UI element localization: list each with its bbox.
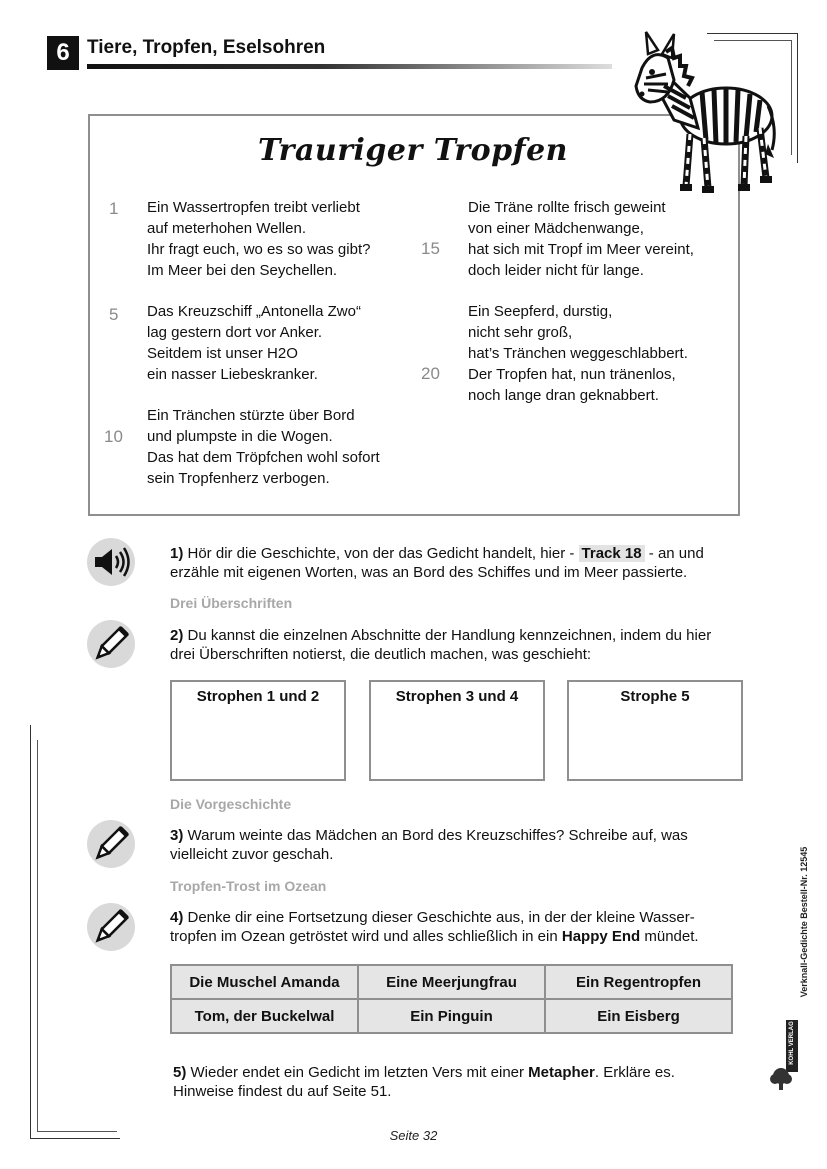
task-text: Wieder endet ein Gedicht im letzten Vers mit einer: [186, 1064, 529, 1081]
pencil-icon: [87, 620, 135, 668]
word-table: [170, 964, 733, 1034]
task-4-line-1: [170, 908, 745, 927]
task-5-line-2: Hinweise findest du auf Seite 51.: [173, 1083, 392, 1100]
poem-title: Trauriger Tropfen: [258, 133, 568, 168]
table-row: [171, 999, 732, 1033]
header-rule: [87, 64, 612, 69]
publisher-logo: KOHL VERLAG: [789, 1021, 795, 1065]
word-cell: Tom, der Buckelwal: [171, 999, 358, 1033]
task-text: Hör dir die Geschichte, von der das Gedicht handelt, hier -: [183, 545, 579, 562]
poem-line: Seitdem ist unser H2O: [147, 345, 298, 362]
task-4: [170, 908, 745, 946]
heading-box-label: Strophen 1 und 2: [196, 688, 320, 705]
word-cell: Ein Regentropfen: [545, 965, 732, 999]
word-cell: Die Muschel Amanda: [171, 965, 358, 999]
word-cell: Ein Eisberg: [545, 999, 732, 1033]
task-number: 5): [173, 1064, 187, 1081]
task-number: 4): [170, 909, 184, 926]
task-text: . Erkläre es.: [594, 1064, 675, 1081]
line-number: 1: [109, 199, 119, 218]
task-4-line-2: [170, 927, 745, 946]
publisher-info: Verknall-Gedichte Bestell-Nr. 12545: [799, 846, 809, 998]
task-number: 1): [170, 545, 184, 562]
task-text: tropfen im Ozean getröstet wird und alles schließlich in ein: [170, 928, 562, 945]
poem-stanza-4: [468, 197, 694, 281]
pencil-icon: [87, 820, 135, 868]
poem-line: Ein Seepferd, durstig,: [468, 303, 613, 320]
poem-line: und plumpste in die Wogen.: [147, 428, 333, 445]
metapher-term: Metapher: [528, 1064, 595, 1081]
chapter-title: Tiere, Tropfen, Eselsohren: [87, 37, 326, 58]
poem-line: Das hat dem Tröpfchen wohl sofort: [147, 449, 380, 466]
poem-stanza-2: [147, 301, 361, 385]
poem-line: Ein Tränchen stürzte über Bord: [147, 407, 355, 424]
frame-line: [30, 725, 31, 1139]
task-text: - an und: [644, 545, 704, 562]
poem-line: Das Kreuzschiff „Antonella Zwo“: [147, 303, 361, 320]
zebra-illustration: [628, 28, 778, 196]
section-heading: Die Vorgeschichte: [170, 796, 292, 812]
line-number: 10: [104, 427, 123, 446]
table-row: [171, 965, 732, 999]
task-1: [170, 544, 745, 582]
poem-stanza-1: [147, 197, 370, 281]
poem-line: auf meterhohen Wellen.: [147, 220, 306, 237]
section-heading: Tropfen-Trost im Ozean: [170, 878, 327, 894]
task-3-line-2: vielleicht zuvor geschah.: [170, 846, 334, 863]
heading-answer-box[interactable]: [369, 680, 545, 781]
task-text: Du kannst die einzelnen Abschnitte der Handlung kennzeichnen, indem du hier: [183, 627, 712, 644]
task-5: [173, 1063, 743, 1101]
speaker-icon: [87, 538, 135, 586]
heading-answer-box[interactable]: [170, 680, 346, 781]
poem-line: nicht sehr groß,: [468, 324, 573, 341]
section-heading: Drei Überschriften: [170, 595, 293, 611]
task-2-line-2: drei Überschriften notierst, die deutlich machen, was geschieht:: [170, 646, 592, 663]
poem-line: Die Träne rollte frisch geweint: [468, 199, 666, 216]
frame-line: [797, 33, 798, 163]
task-text: Warum weinte das Mädchen an Bord des Kreuzschiffes? Schreibe auf, was: [183, 827, 688, 844]
poem-stanza-3: [147, 405, 380, 489]
poem-line: sein Tropfenherz verbogen.: [147, 470, 330, 487]
poem-line: Ihr fragt euch, wo es so was gibt?: [147, 241, 371, 258]
poem-stanza-5: [468, 301, 688, 406]
happy-end-term: Happy End: [561, 928, 641, 945]
tree-logo-icon: [768, 1066, 794, 1092]
track-label: Track 18: [579, 545, 645, 562]
task-text: mündet.: [640, 928, 699, 945]
poem-line: Im Meer bei den Seychellen.: [147, 262, 338, 279]
poem-line: Ein Wassertropfen treibt verliebt: [147, 199, 360, 216]
task-5-line-1: [173, 1063, 743, 1082]
task-2-line-1: [170, 626, 745, 645]
task-1-line-2: erzähle mit eigenen Worten, was an Bord des Schiffes und im Meer passierte.: [170, 564, 688, 581]
poem-line: noch lange dran geknabbert.: [468, 387, 659, 404]
heading-answer-box[interactable]: [567, 680, 743, 781]
word-cell: Eine Meerjungfrau: [358, 965, 545, 999]
task-number: 3): [170, 827, 184, 844]
page-number: Seite 32: [389, 1128, 438, 1143]
task-3-line-1: [170, 826, 745, 845]
task-1-line-1: [170, 544, 745, 563]
task-3: [170, 826, 745, 864]
task-number: 2): [170, 627, 184, 644]
poem-line: doch leider nicht für lange.: [468, 262, 644, 279]
heading-box-label: Strophe 5: [620, 688, 690, 705]
task-text: Denke dir eine Fortsetzung dieser Geschichte aus, in der der kleine Wasser-: [183, 909, 695, 926]
pencil-icon: [87, 903, 135, 951]
poem-line: von einer Mädchenwange,: [468, 220, 644, 237]
poem-line: lag gestern dort vor Anker.: [147, 324, 323, 341]
chapter-number-badge: 6: [47, 36, 79, 70]
heading-box-label: Strophen 3 und 4: [395, 688, 519, 705]
frame-line: [37, 740, 38, 1132]
line-number: 15: [421, 239, 440, 258]
poem-line: hat sich mit Tropf im Meer vereint,: [468, 241, 694, 258]
word-cell: Ein Pinguin: [358, 999, 545, 1033]
poem-line: ein nasser Liebeskranker.: [147, 366, 318, 383]
poem-line: Der Tropfen hat, nun tränenlos,: [468, 366, 676, 383]
poem-line: hat’s Tränchen weggeschlabbert.: [468, 345, 688, 362]
task-2: [170, 626, 745, 664]
frame-line: [791, 40, 792, 155]
line-number: 5: [109, 305, 119, 324]
publisher-logo-bar: [786, 1020, 798, 1072]
line-number: 20: [421, 364, 440, 383]
